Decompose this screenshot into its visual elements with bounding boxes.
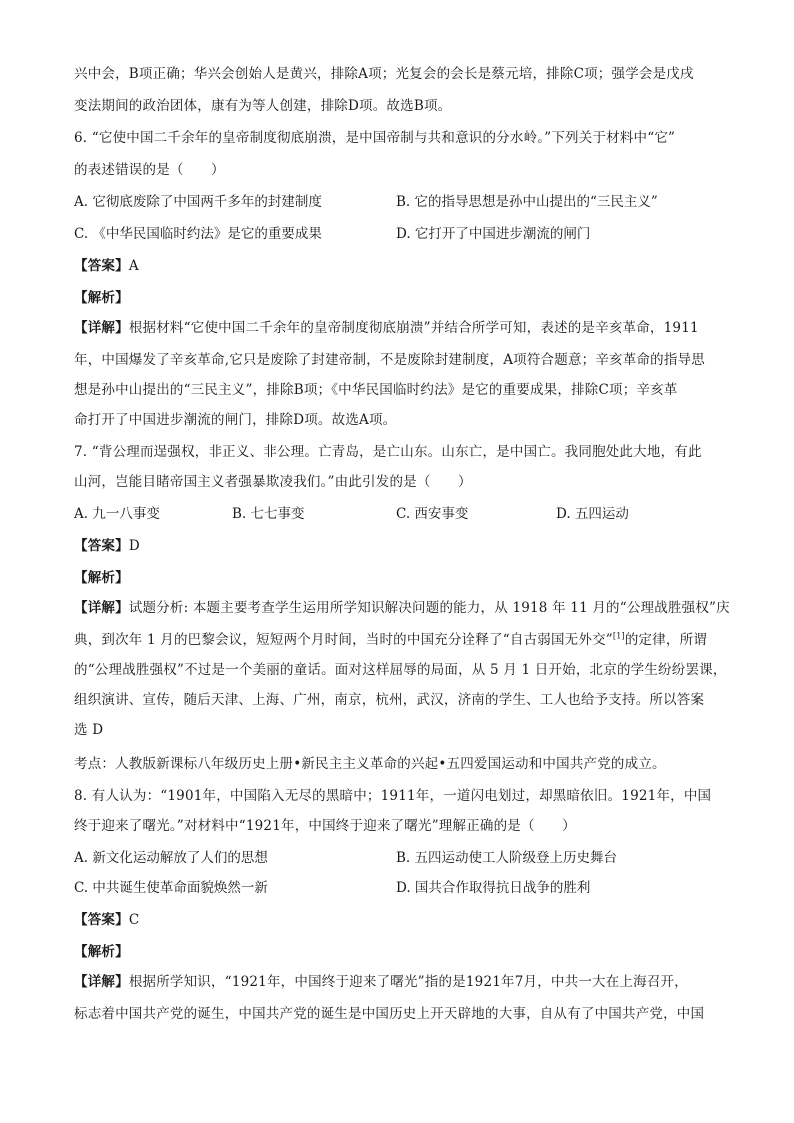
answer-tag: 【答案】 [74,258,129,274]
q7-kaodian: 考点：人教版新课标八年级历史上册•新民主主义革命的兴起•五四爱国运动和中国共产党的成立。 [74,756,666,772]
q7-detail-text-2a: 典，到次年 1 月的巴黎会议，短短两个月时间，当时的中国充分诠释了“自古弱国无外交” [74,632,613,648]
q7-analysis-tag: 【解析】 [74,570,129,586]
q7-stem-line-2: 山河，岂能目睹帝国主义者强暴欺凌我们。”由此引发的是（ ） [74,474,472,490]
intro-line-2: 变法期间的政治团体，康有为等人创建，排除D项。故选B项。 [74,98,452,114]
q6-detail-line-3: 想是孙中山提出的“三民主义”，排除B项；《中华民国临时约法》是它的重要成果，排除C项；辛亥革 [74,382,678,398]
q8-option-d: D. 国共合作取得抗日战争的胜利 [396,880,591,896]
q6-option-b: B. 它的指导思想是孙中山提出的“三民主义” [396,194,658,210]
q6-stem-line-1: 6. “它使中国二千余年的皇帝制度彻底崩溃，是中国帝制与共和意识的分水岭。”下列关于材料中“它” [74,130,676,146]
detail-tag: 【详解】 [74,974,129,990]
q7-detail-text-2b: 的定律，所谓 [624,632,708,648]
q6-answer-value: A [128,258,139,274]
q8-option-b: B. 五四运动使工人阶级登上历史舞台 [396,850,618,866]
detail-tag: 【详解】 [74,320,129,336]
q6-option-c: C. 《中华民国临时约法》是它的重要成果 [74,226,322,242]
q7-detail-text-1: 试题分析: 本题主要考查学生运用所学知识解决问题的能力，从 1918 年 11 月的“公理战胜强权”庆 [128,600,730,616]
q7-answer-value: D [128,538,140,554]
q6-option-d: D. 它打开了中国进步潮流的闸门 [396,226,591,242]
q8-detail-text-1: 根据所学知识，“1921年，中国终于迎来了曙光”指的是1921年7月，中共一大在上海召开， [128,974,688,990]
footnote-marker: [1] [612,631,625,641]
q8-detail-line-1 [74,972,688,992]
detail-tag: 【详解】 [74,600,129,616]
q6-detail-text-1: 根据材料“它使中国二千余年的皇帝制度彻底崩溃”并结合所学可知，表述的是辛亥革命，1911 [128,320,699,336]
intro-line-1: 兴中会，B项正确；华兴会创始人是黄兴，排除A项；光复会的会长是蔡元培，排除C项；强学会是戊戌 [74,66,694,82]
q7-answer-line [74,536,140,556]
q8-stem-line-2: 终于迎来了曙光。”对材料中“1921年，中国终于迎来了曙光”理解正确的是（ ） [74,818,576,834]
q7-option-c: C. 西安事变 [396,506,469,522]
q7-option-b: B. 七七事变 [232,506,305,522]
q6-detail-line-2: 年，中国爆发了辛亥革命,它只是废除了封建帝制，不是废除封建制度，A项符合题意；辛亥革命的指导思 [74,352,705,368]
q7-detail-line-3: 的“公理战胜强权”不过是一个美丽的童话。面对这样屈辱的局面，从 5 月 1 日开始，北京的学生纷纷罢课， [74,662,727,678]
q6-option-a: A. 它彻底废除了中国两千多年的封建制度 [74,194,322,210]
q8-analysis-tag: 【解析】 [74,944,129,960]
q6-detail-line-1 [74,318,699,338]
q7-detail-line-2 [74,630,707,650]
q7-detail-line-5: 选 D [74,722,104,738]
q8-detail-line-2: 标志着中国共产党的诞生，中国共产党的诞生是中国历史上开天辟地的大事，自从有了中国共产党，中国 [74,1006,705,1022]
q6-analysis-tag: 【解析】 [74,290,129,306]
q6-stem-line-2: 的表述错误的是（ ） [74,162,225,178]
q8-option-a: A. 新文化运动解放了人们的思想 [74,850,268,866]
q8-option-c: C. 中共诞生使革命面貌焕然一新 [74,880,268,896]
q6-detail-line-4: 命打开了中国进步潮流的闸门，排除D项。故选A项。 [74,412,397,428]
q8-stem-line-1: 8. 有人认为：“1901年，中国陷入无尽的黑暗中；1911年，一道闪电划过，却黑暗依旧。1921年，中国 [74,788,712,804]
answer-tag: 【答案】 [74,538,129,554]
q6-answer-line [74,256,139,276]
q7-option-a: A. 九一八事变 [74,506,160,522]
q7-detail-line-4: 组织演讲、宣传，随后天津、上海、广州，南京，杭州，武汉，济南的学生、工人也给予支持。所以答案 [74,692,705,708]
q8-answer-value: C [128,912,140,928]
q7-option-d: D. 五四运动 [556,506,629,522]
answer-tag: 【答案】 [74,912,129,928]
q7-detail-line-1 [74,598,730,618]
q7-stem-line-1: 7. “背公理而逞强权，非正义、非公理。亡青岛，是亡山东。山东亡，是中国亡。我同胞处此大地，有此 [74,444,702,460]
q8-answer-line [74,910,139,930]
